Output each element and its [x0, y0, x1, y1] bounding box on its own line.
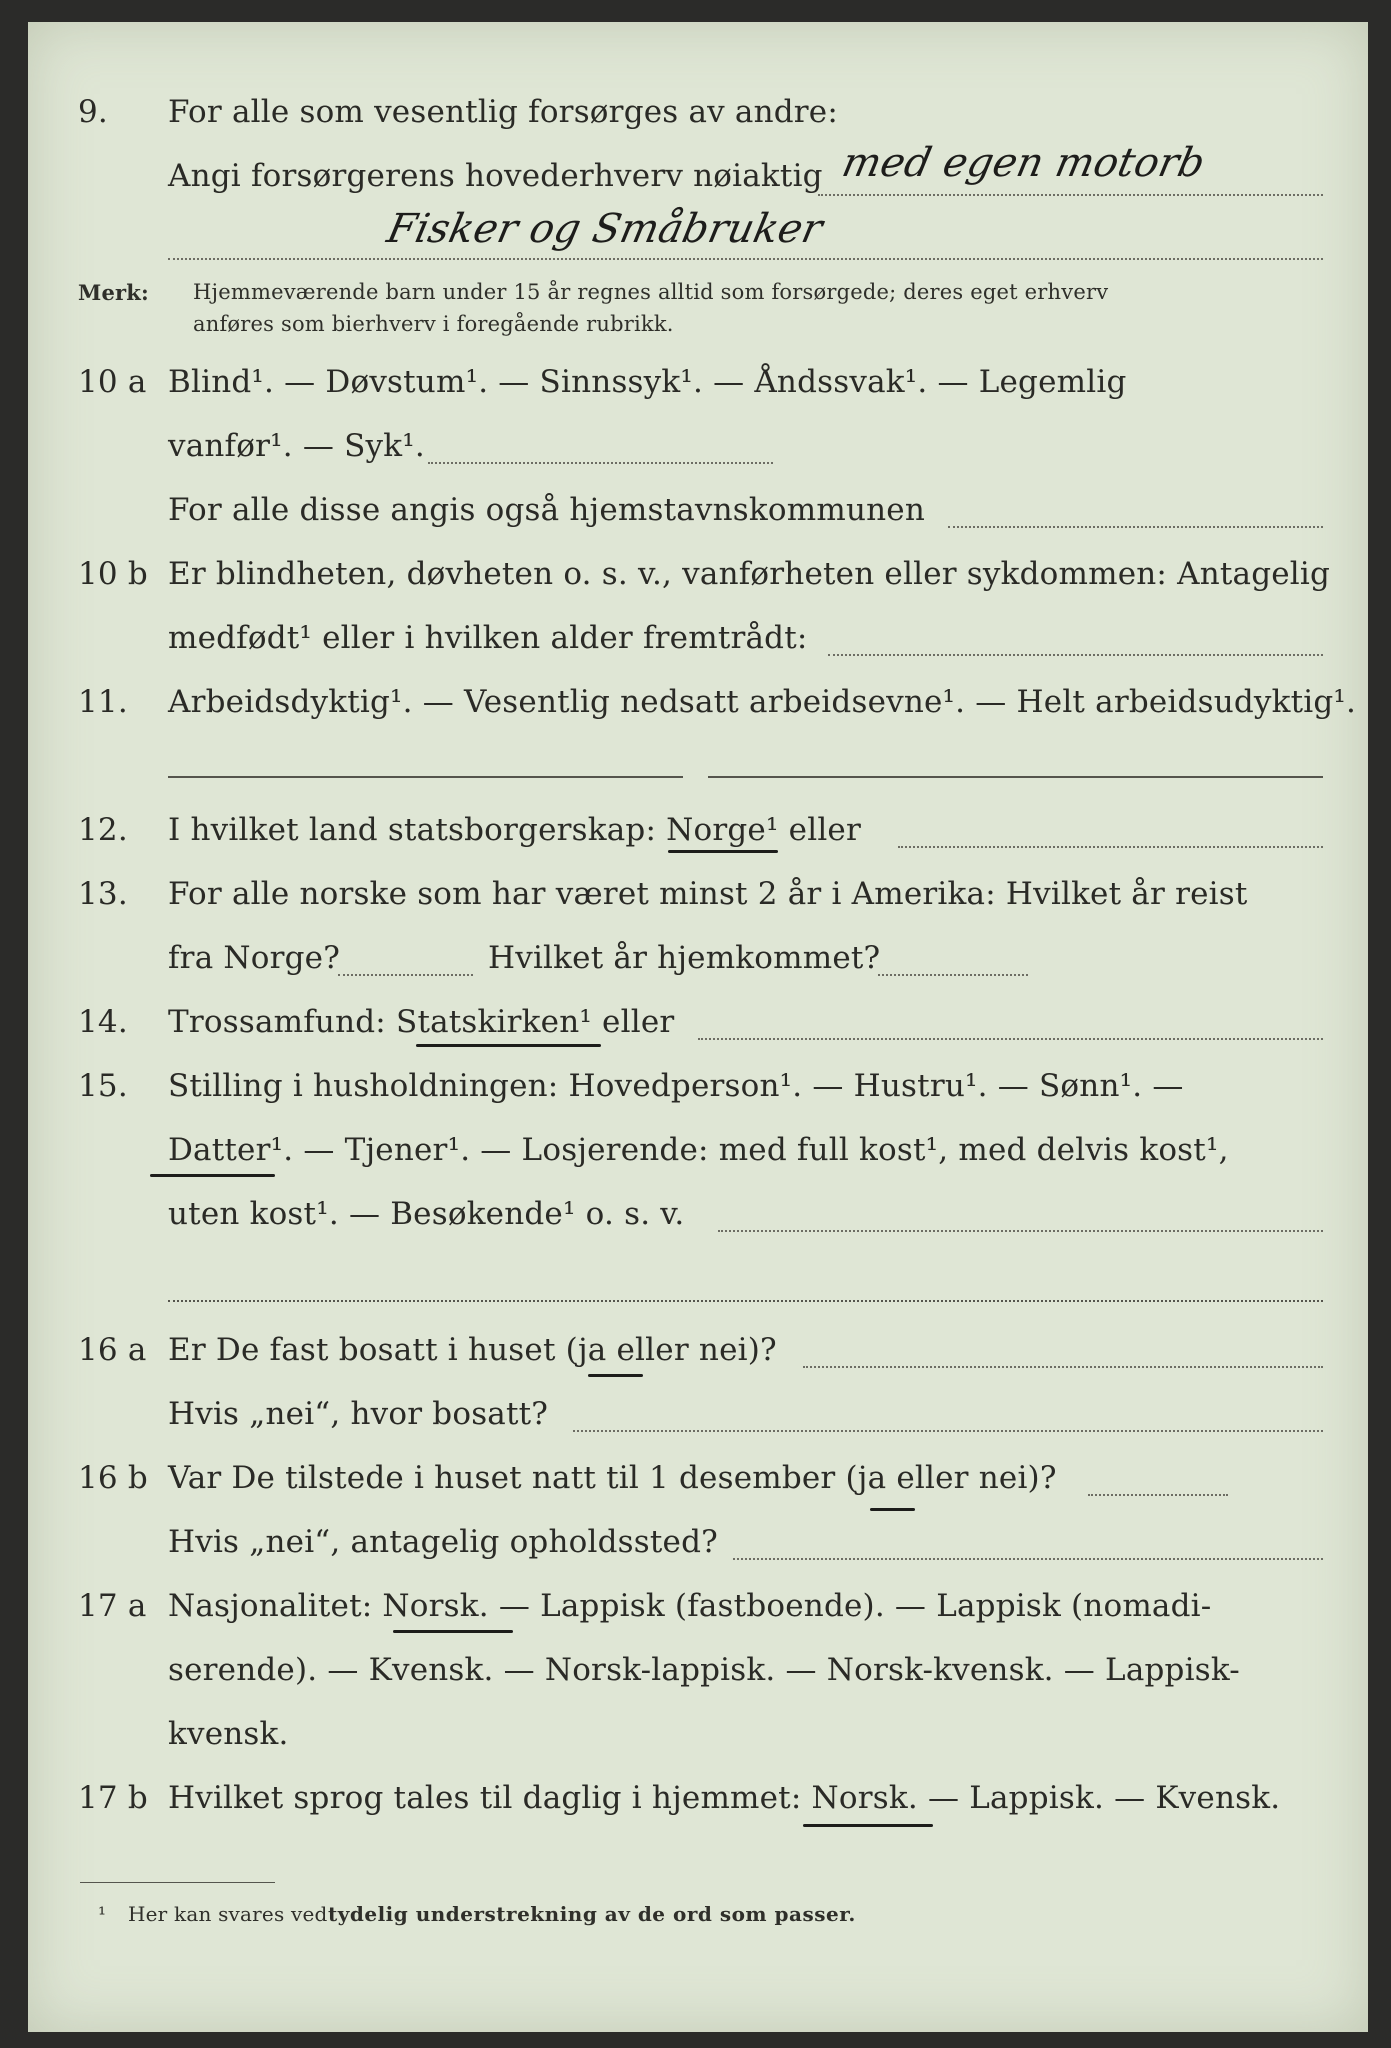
question-text: kvensk. [168, 1716, 289, 1752]
question-number: 16 b [78, 1460, 148, 1496]
separator-line [168, 776, 683, 778]
question-number: 12. [78, 812, 128, 848]
handwritten-underline [393, 1630, 513, 1633]
question-text: serende). — Kvensk. — Norsk-lappisk. — Norsk-kvensk. — Lappisk- [168, 1652, 1240, 1688]
question-number: 17 a [78, 1588, 147, 1624]
question-text: For alle disse angis også hjemstavnskommunen [168, 492, 925, 528]
question-number: 11. [78, 684, 128, 720]
answer-line[interactable] [898, 846, 1323, 848]
question-text: For alle som vesentlig forsørges av andre: [168, 94, 838, 130]
question-text: Er De fast bosatt i huset (ja eller nei)? [168, 1332, 777, 1368]
question-number: 10 a [78, 364, 147, 400]
question-number: 16 a [78, 1332, 147, 1368]
note-text: anføres som bierhverv i foregående rubrikk. [193, 312, 674, 336]
question-text: medfødt¹ eller i hvilken alder fremtrådt: [168, 620, 808, 656]
answer-line[interactable] [1088, 1494, 1228, 1496]
answer-line[interactable] [878, 974, 1028, 976]
question-text: Trossamfund: Statskirken¹ eller [168, 1004, 675, 1040]
answer-line[interactable] [168, 1300, 1323, 1302]
census-form-page [28, 22, 1368, 2032]
answer-line[interactable] [573, 1430, 1323, 1432]
handwritten-underline [588, 1374, 643, 1377]
answer-line[interactable] [803, 1366, 1323, 1368]
answer-line[interactable] [818, 194, 1323, 196]
question-text: Blind¹. — Døvstum¹. — Sinnssyk¹. — Åndssvak¹. — Legemlig [168, 364, 1127, 400]
handwritten-answer: med egen motorb [838, 140, 1210, 186]
question-text: fra Norge? [168, 940, 341, 976]
footnote-text: Her kan svares ved [128, 1902, 328, 1926]
handwritten-underline [416, 1044, 601, 1047]
footnote-rule [80, 1882, 275, 1883]
question-text: vanfør¹. — Syk¹. [168, 428, 425, 464]
footnote-mark: ¹ [98, 1902, 107, 1926]
question-text: For alle norske som har været minst 2 år i Amerika: Hvilket år reist [168, 876, 1248, 912]
question-text: Hvilket år hjemkommet? [488, 940, 881, 976]
answer-line[interactable] [168, 258, 1323, 260]
question-number: 10 b [78, 556, 148, 592]
question-text: Arbeidsdyktig¹. — Vesentlig nedsatt arbeidsevne¹. — Helt arbeidsudyktig¹. [168, 684, 1357, 720]
answer-line[interactable] [338, 974, 473, 976]
answer-line[interactable] [428, 462, 773, 464]
question-text: uten kost¹. — Besøkende¹ o. s. v. [168, 1196, 685, 1232]
footnote-bold-text: tydelig understrekning av de ord som passer. [328, 1902, 856, 1926]
question-number: 13. [78, 876, 128, 912]
question-number: 15. [78, 1068, 128, 1104]
question-text: Datter¹. — Tjener¹. — Losjerende: med full kost¹, med delvis kost¹, [168, 1132, 1229, 1168]
handwritten-underline [870, 1508, 915, 1511]
question-text: Nasjonalitet: Norsk. — Lappisk (fastboende). — Lappisk (nomadi- [168, 1588, 1212, 1624]
answer-line[interactable] [948, 526, 1323, 528]
handwritten-underline [668, 850, 778, 853]
question-text: Hvis „nei“, hvor bosatt? [168, 1396, 549, 1432]
answer-line[interactable] [718, 1230, 1323, 1232]
answer-line[interactable] [698, 1038, 1323, 1040]
separator-line [708, 776, 1323, 778]
handwritten-underline [150, 1174, 275, 1177]
note-label: Merk: [78, 280, 149, 305]
note-text: Hjemmeværende barn under 15 år regnes alltid som forsørgede; deres eget erhverv [193, 280, 1109, 304]
question-text: Stilling i husholdningen: Hovedperson¹. — Hustru¹. — Sønn¹. — [168, 1068, 1184, 1104]
question-text: Hvis „nei“, antagelig opholdssted? [168, 1524, 718, 1560]
handwritten-answer: Fisker og Småbruker [383, 206, 827, 252]
question-number: 14. [78, 1004, 128, 1040]
question-text: Var De tilstede i huset natt til 1 desember (ja eller nei)? [168, 1460, 1057, 1496]
answer-line[interactable] [828, 654, 1323, 656]
answer-line[interactable] [733, 1558, 1323, 1560]
question-text: I hvilket land statsborgerskap: Norge¹ eller [168, 812, 861, 848]
question-text: Angi forsørgerens hovederhverv nøiaktig [168, 158, 823, 194]
question-number: 9. [78, 94, 108, 130]
question-number: 17 b [78, 1780, 148, 1816]
handwritten-underline [803, 1824, 933, 1827]
question-text: Hvilket sprog tales til daglig i hjemmet: Norsk. — Lappisk. — Kvensk. [168, 1780, 1281, 1816]
question-text: Er blindheten, døvheten o. s. v., vanførheten eller sykdommen: Antagelig [168, 556, 1331, 592]
